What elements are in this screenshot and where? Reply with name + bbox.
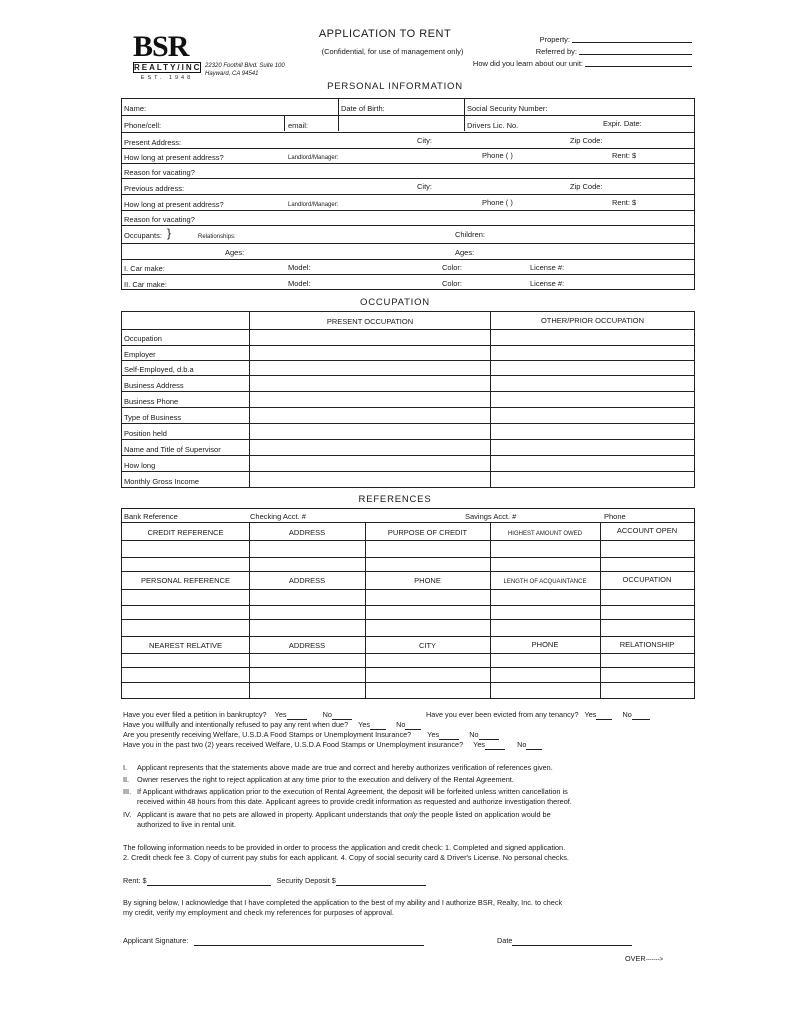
- bank-reference-label: Bank Reference: [124, 512, 178, 521]
- refused-rent-question: [123, 720, 421, 730]
- company-logo: [133, 30, 202, 81]
- references-section-title: REFERENCES: [358, 494, 432, 505]
- refused-rent-question-text: Have you willfully and intentionally refused to pay any rent when due?: [123, 720, 349, 729]
- previous-city-label: City:: [417, 182, 432, 191]
- term-4-number: IV.: [123, 810, 132, 819]
- welfare-present-no-field[interactable]: [479, 732, 499, 740]
- account-open-header: ACCOUNT OPEN: [616, 526, 678, 535]
- car1-color-label: Color:: [442, 263, 463, 272]
- required-info-line-2: 2. Credit check fee 3. Copy of current pay stubs for each applicant. 4. Copy of social security card & Driver's License. No personal checks.: [123, 853, 569, 862]
- present-city-label: City:: [417, 136, 432, 145]
- relative-phone-header: PHONE: [531, 640, 559, 649]
- bankruptcy-no-label: No: [322, 710, 332, 719]
- date-row: [497, 936, 632, 946]
- signature-field[interactable]: [194, 938, 424, 946]
- term-2-number: II.: [123, 775, 130, 784]
- term-1: [123, 763, 553, 773]
- term-1-number: I.: [123, 763, 128, 772]
- welfare-past-no-label: No: [517, 740, 527, 749]
- phone-cell-label: Phone/cell:: [124, 121, 162, 130]
- welfare-past-yes-label: Yes: [473, 740, 486, 749]
- occupation-table: [121, 311, 695, 488]
- expir-date-label: Expir. Date:: [603, 119, 642, 128]
- highest-amount-header: HIGHEST AMOUNT OWED: [507, 531, 583, 537]
- welfare-present-question: [123, 730, 499, 740]
- welfare-present-yes-field[interactable]: [439, 732, 459, 740]
- required-info-line-1: The following information needs to be provided in order to process the application and credit check: 1. Completed and signed application.: [123, 843, 566, 852]
- refused-rent-yes-label: Yes: [358, 720, 371, 729]
- rent-label: Rent: $: [123, 876, 147, 885]
- employer-row-label: Employer: [124, 350, 156, 359]
- evicted-question: [426, 710, 650, 720]
- relationships-label: Relationships:: [198, 234, 236, 240]
- business-phone-row-label: Business Phone: [124, 397, 179, 406]
- form-title: APPLICATION TO RENT: [318, 28, 452, 40]
- type-of-business-row-label: Type of Business: [124, 413, 182, 422]
- acknowledgement-line-2: my credit, verify my employment and check my references for purposes of approval.: [123, 908, 394, 917]
- welfare-past-question-text: Have you in the past two (2) years received Welfare, U.S.D.A Food Stamps or Unemployment insurance?: [123, 740, 464, 749]
- purpose-of-credit-header: PURPOSE OF CREDIT: [387, 528, 468, 537]
- how-long-previous-label: How long at present address?: [124, 200, 224, 209]
- how-long-row-label: How long: [124, 461, 156, 470]
- logo-text: BSR: [133, 30, 189, 63]
- length-acquaintance-header: LENGTH OF ACQUAINTANCE: [503, 579, 587, 585]
- security-deposit-field[interactable]: [336, 878, 426, 886]
- term-4-emphasis: only: [403, 810, 418, 819]
- term-3: [123, 787, 572, 806]
- term-2: [123, 775, 514, 785]
- over-label: OVER: [625, 954, 646, 963]
- signature-row: [123, 936, 424, 946]
- previous-rent-label: Rent: $: [612, 198, 637, 207]
- acknowledgement-line-1: By signing below, I acknowledge that I have completed the application to the best of my ability and I authorize BSR, Realty, Inc. to check: [123, 898, 563, 907]
- savings-acct-label: Savings Acct. #: [465, 512, 517, 521]
- reason-vacating-label: Reason for vacating?: [124, 168, 195, 177]
- drivers-lic-label: Drivers Lic. No.: [467, 121, 519, 130]
- ssn-label: Social Security Number:: [467, 104, 548, 113]
- evicted-no-field[interactable]: [632, 712, 650, 720]
- personal-phone-header: PHONE: [414, 576, 441, 585]
- nearest-relative-header: NEAREST RELATIVE: [148, 641, 223, 650]
- car1-model-label: Model:: [288, 263, 311, 272]
- bankruptcy-yes-field[interactable]: [287, 712, 307, 720]
- personal-section-title: PERSONAL INFORMATION: [327, 81, 463, 92]
- car2-model-label: Model:: [288, 279, 311, 288]
- rent-deposit-row: [123, 876, 426, 886]
- name-label: Name:: [124, 104, 147, 113]
- referred-field[interactable]: [579, 54, 692, 55]
- refused-rent-no-field[interactable]: [405, 722, 421, 730]
- previous-zip-label: Zip Code:: [570, 182, 603, 191]
- over-arrow: ------->: [645, 957, 664, 963]
- checking-acct-label: Checking Acct. #: [250, 512, 306, 521]
- bankruptcy-question-text: Have you ever filed a petition in bankruptcy?: [123, 710, 267, 719]
- previous-address-label: Previous address:: [124, 184, 185, 193]
- evicted-yes-field[interactable]: [596, 712, 612, 720]
- how-long-present-label: How long at present address?: [124, 153, 224, 162]
- refused-rent-no-label: No: [396, 720, 406, 729]
- bankruptcy-yes-label: Yes: [274, 710, 287, 719]
- personal-info-table: [121, 98, 695, 290]
- occupation-section-title: OCCUPATION: [360, 297, 430, 308]
- credit-address-header: ADDRESS: [288, 528, 326, 537]
- signature-label: Applicant Signature:: [123, 936, 189, 945]
- car2-make-label: II. Car make:: [124, 280, 167, 289]
- present-phone-label: Phone ( ): [482, 151, 513, 160]
- previous-landlord-label: Landlord/Manager:: [288, 202, 339, 208]
- welfare-present-no-label: No: [469, 730, 479, 739]
- business-address-row-label: Business Address: [124, 381, 184, 390]
- term-4-text-after: the people listed on application would be: [419, 810, 551, 819]
- dob-label: Date of Birth:: [341, 104, 385, 113]
- evicted-no-label: No: [622, 710, 632, 719]
- logo-established: EST. 1948: [140, 75, 194, 81]
- position-held-row-label: Position held: [124, 429, 167, 438]
- personal-occupation-header: OCCUPATION: [622, 575, 672, 584]
- welfare-present-yes-label: Yes: [427, 730, 440, 739]
- welfare-present-question-text: Are you presently receiving Welfare, U.S.D.A Food Stamps or Unemployment Insurance?: [123, 730, 412, 739]
- logo-subtext: REALTY/INC: [134, 63, 202, 72]
- company-address: [205, 62, 285, 78]
- monthly-income-row-label: Monthly Gross Income: [124, 477, 200, 486]
- over-indicator: [625, 954, 663, 966]
- personal-reference-header: PERSONAL REFERENCE: [141, 576, 230, 585]
- address-line-2: Hayward, CA 94541: [205, 71, 259, 77]
- occupants-label: Occupants:: [124, 231, 162, 240]
- date-label: Date: [497, 936, 513, 945]
- term-3-text-continued: received within 48 hours from this date. Applicant agrees to provide credit information as requested and authorize investigation thereof.: [137, 796, 572, 806]
- welfare-past-yes-field[interactable]: [485, 742, 505, 750]
- reason-vacating-previous-label: Reason for vacating?: [124, 215, 195, 224]
- car1-make-label: I. Car make:: [124, 264, 165, 273]
- bank-phone-label: Phone: [604, 512, 626, 521]
- relationship-header: RELATIONSHIP: [619, 640, 675, 649]
- credit-reference-header: CREDIT REFERENCE: [147, 528, 224, 537]
- previous-phone-label: Phone ( ): [482, 198, 513, 207]
- present-landlord-label: Landlord/Manager:: [288, 155, 339, 161]
- term-4-text-continued: authorized to live in rental unit.: [137, 819, 236, 829]
- children-label: Children:: [455, 230, 486, 239]
- occupation-row-label: Occupation: [124, 334, 162, 343]
- address-line-1: 22320 Foothill Blvd. Suite 100: [205, 63, 285, 69]
- relative-city-header: CITY: [418, 641, 437, 650]
- bankruptcy-question: [123, 710, 352, 720]
- present-occupation-header: PRESENT OCCUPATION: [326, 317, 414, 326]
- references-table: [121, 508, 695, 699]
- car2-color-label: Color:: [442, 279, 463, 288]
- property-label: Property:: [539, 35, 570, 44]
- ages-label-1: Ages:: [225, 248, 245, 257]
- security-deposit-label: Security Deposit $: [276, 876, 336, 885]
- learn-field[interactable]: [585, 66, 692, 67]
- date-field[interactable]: [512, 938, 632, 946]
- rent-field[interactable]: [147, 878, 271, 886]
- term-3-text: If Applicant withdraws application prior to the execution of Rental Agreement, the deposit will be forfeited unless written cancellation is: [137, 787, 568, 796]
- car2-license-label: License #:: [530, 279, 565, 288]
- ages-label-2: Ages:: [455, 248, 475, 257]
- car1-license-label: License #:: [530, 263, 565, 272]
- other-occupation-header: OTHER/PRIOR OCCUPATION: [540, 316, 645, 325]
- refused-rent-yes-field[interactable]: [370, 722, 386, 730]
- term-3-number: III.: [123, 787, 132, 796]
- supervisor-row-label: Name and Title of Supervisor: [124, 445, 221, 454]
- term-1-text: Applicant represents that the statements above made are true and correct and hereby authorizes verification of references given.: [137, 763, 553, 772]
- email-label: email:: [288, 121, 309, 130]
- present-rent-label: Rent: $: [612, 151, 637, 160]
- bankruptcy-no-field[interactable]: [332, 712, 352, 720]
- property-field[interactable]: [572, 42, 692, 43]
- referred-label: Referred by:: [535, 47, 577, 56]
- personal-address-header: ADDRESS: [288, 576, 326, 585]
- present-address-label: Present Address:: [124, 138, 182, 147]
- welfare-past-no-field[interactable]: [526, 742, 542, 750]
- welfare-past-question: [123, 740, 542, 750]
- term-4: [123, 810, 551, 829]
- present-zip-label: Zip Code:: [570, 136, 603, 145]
- term-2-text: Owner reserves the right to reject application at any time prior to the execution and delivery of the Rental Agreement.: [137, 775, 514, 784]
- term-4-text: Applicant is aware that no pets are allowed in property. Applicant understands that: [137, 810, 402, 819]
- self-employed-row-label: Self-Employed, d.b.a: [124, 365, 194, 374]
- occupants-brace: }: [167, 226, 172, 240]
- evicted-yes-label: Yes: [584, 710, 597, 719]
- evicted-question-text: Have you ever been evicted from any tenancy?: [426, 710, 579, 719]
- form-subtitle: (Confidential, for use of management only): [321, 47, 464, 56]
- learn-label: How did you learn about our unit:: [472, 59, 583, 68]
- relative-address-header: ADDRESS: [288, 641, 326, 650]
